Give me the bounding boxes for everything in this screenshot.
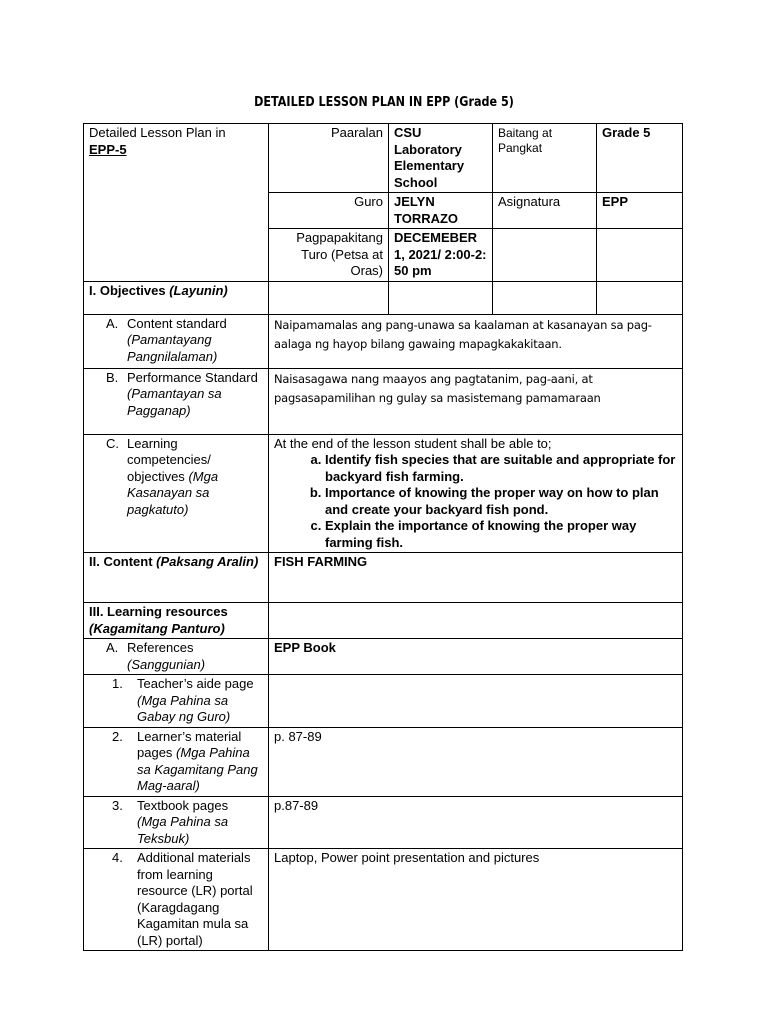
objective-item: b. Importance of knowing the proper way on how to plan and create your backyard fish pond.: [325, 485, 677, 518]
empty-cell: [597, 229, 683, 282]
competencies-intro: At the end of the lesson student shall be able to;: [274, 435, 552, 451]
date-label: Pagpapakitang Turo (Petsa at Oras): [269, 229, 389, 282]
label-text: Textbook pages: [137, 797, 229, 813]
plan-label-cell: [84, 124, 269, 282]
resource-row-teacher-aide: [84, 675, 683, 728]
objective-item: c. Explain the importance of knowing the proper way farming fish.: [325, 518, 677, 551]
resource-value: p.87-89: [269, 796, 683, 849]
competencies-row: [84, 434, 683, 553]
resource-label: [84, 849, 269, 951]
objectives-heading-row: [84, 281, 683, 314]
resources-heading-row: [84, 603, 683, 639]
header-row-school: [84, 124, 683, 193]
references-row: [84, 639, 683, 675]
document-title: DETAILED LESSON PLAN IN EPP (Grade 5): [254, 95, 514, 110]
grade-value: Grade 5: [597, 124, 683, 193]
label-italic: (Pamantayan sa Pagganap): [127, 386, 222, 418]
resource-value: [269, 675, 683, 728]
label-italic: (Mga Pahina sa Kagamitang Pang Mag-aaral): [137, 745, 258, 793]
content-standard-value: Naipamamalas ang pang-unawa sa kaalaman at kasanayan sa pag-aalaga ng hayop bilang gawaing mapagkakakitaan.: [269, 314, 683, 368]
empty-cell: [269, 281, 389, 314]
label-italic: (Mga Pahina sa Gabay ng Guro): [137, 692, 231, 724]
list-marker: 3.: [112, 797, 123, 813]
references-value: EPP Book: [269, 639, 683, 675]
label-text: Content standard: [127, 315, 227, 331]
label-text: Performance Standard: [127, 369, 258, 385]
list-marker: A.: [106, 640, 119, 655]
resource-row-additional-materials: [84, 849, 683, 951]
teacher-value: JELYN TORRAZO: [389, 193, 493, 229]
label-italic: (Pamantayang Pangnilalaman): [127, 332, 218, 364]
resources-heading-text: III. Learning resources: [89, 604, 228, 619]
competencies-value: [269, 434, 683, 553]
resource-value: p. 87-89: [269, 727, 683, 796]
teacher-label: Guro: [269, 193, 389, 229]
lesson-plan-table: [83, 123, 683, 951]
objectives-heading-italic: (Layunin): [169, 282, 228, 298]
school-value: CSU Laboratory Elementary School: [389, 124, 493, 193]
date-value: DECEMEBER 1, 2021/ 2:00-2: 50 pm: [389, 229, 493, 282]
references-label: [84, 639, 269, 675]
performance-standard-row: [84, 368, 683, 434]
label-italic: (Mga Pahina sa Teksbuk): [137, 814, 229, 846]
list-marker: B.: [106, 369, 119, 385]
content-standard-label: [84, 314, 269, 368]
plan-subject: EPP-5: [89, 141, 127, 157]
content-value: FISH FARMING: [269, 553, 683, 603]
objectives-heading-text: I. Objectives: [89, 282, 166, 298]
content-row: [84, 553, 683, 603]
resource-row-textbook: [84, 796, 683, 849]
performance-standard-label: [84, 368, 269, 434]
objectives-heading: [84, 281, 269, 314]
resources-heading-italic: (Kagamitang Panturo): [89, 620, 225, 636]
label-text: References: [127, 640, 194, 655]
empty-cell: [389, 281, 493, 314]
content-heading-italic: (Paksang Aralin): [156, 554, 259, 569]
list-marker: C.: [106, 435, 119, 451]
school-label: Paaralan: [269, 124, 389, 193]
objectives-list: [274, 452, 677, 551]
label-italic: (Mga Kasanayan sa pagkatuto): [127, 468, 219, 517]
content-heading-text: II. Content: [89, 554, 153, 569]
list-marker: A.: [106, 315, 119, 331]
list-marker: 4.: [112, 850, 123, 865]
label-text: Learner’s material pages: [137, 728, 242, 760]
resource-value: Laptop, Power point presentation and pictures: [269, 849, 683, 951]
list-marker: 2.: [112, 728, 123, 744]
label-text: Teacher’s aide page: [137, 676, 254, 691]
resources-heading: [84, 603, 269, 639]
empty-cell: [597, 281, 683, 314]
empty-cell: [269, 603, 683, 639]
resource-row-learner-material: [84, 727, 683, 796]
resource-label: [84, 796, 269, 849]
objective-item: a. Identify fish species that are suitable and appropriate for backyard fish farming.: [325, 452, 677, 485]
content-heading: [84, 553, 269, 603]
performance-standard-value: Naisasagawa nang maayos ang pagtatanim, pag-aani, at pagsasapamilihan ng gulay sa masistemang pamamaraan: [269, 368, 683, 434]
resource-label: [84, 675, 269, 728]
subject-label: Asignatura: [493, 193, 597, 229]
empty-cell: [493, 281, 597, 314]
content-standard-row: [84, 314, 683, 368]
label-text: Additional materials from learning resource (LR) portal (Karagdagang Kagamitan mula sa (LR) portal): [137, 850, 253, 948]
subject-value: EPP: [597, 193, 683, 229]
label-text: Learning competencies/ objectives: [127, 435, 211, 484]
label-italic: (Sanggunian): [127, 656, 206, 672]
resource-label: [84, 727, 269, 796]
list-marker: 1.: [112, 676, 123, 691]
empty-cell: [493, 229, 597, 282]
plan-label: Detailed Lesson Plan in: [89, 125, 226, 140]
grade-label: Baitang at Pangkat: [493, 124, 597, 193]
competencies-label: [84, 434, 269, 553]
